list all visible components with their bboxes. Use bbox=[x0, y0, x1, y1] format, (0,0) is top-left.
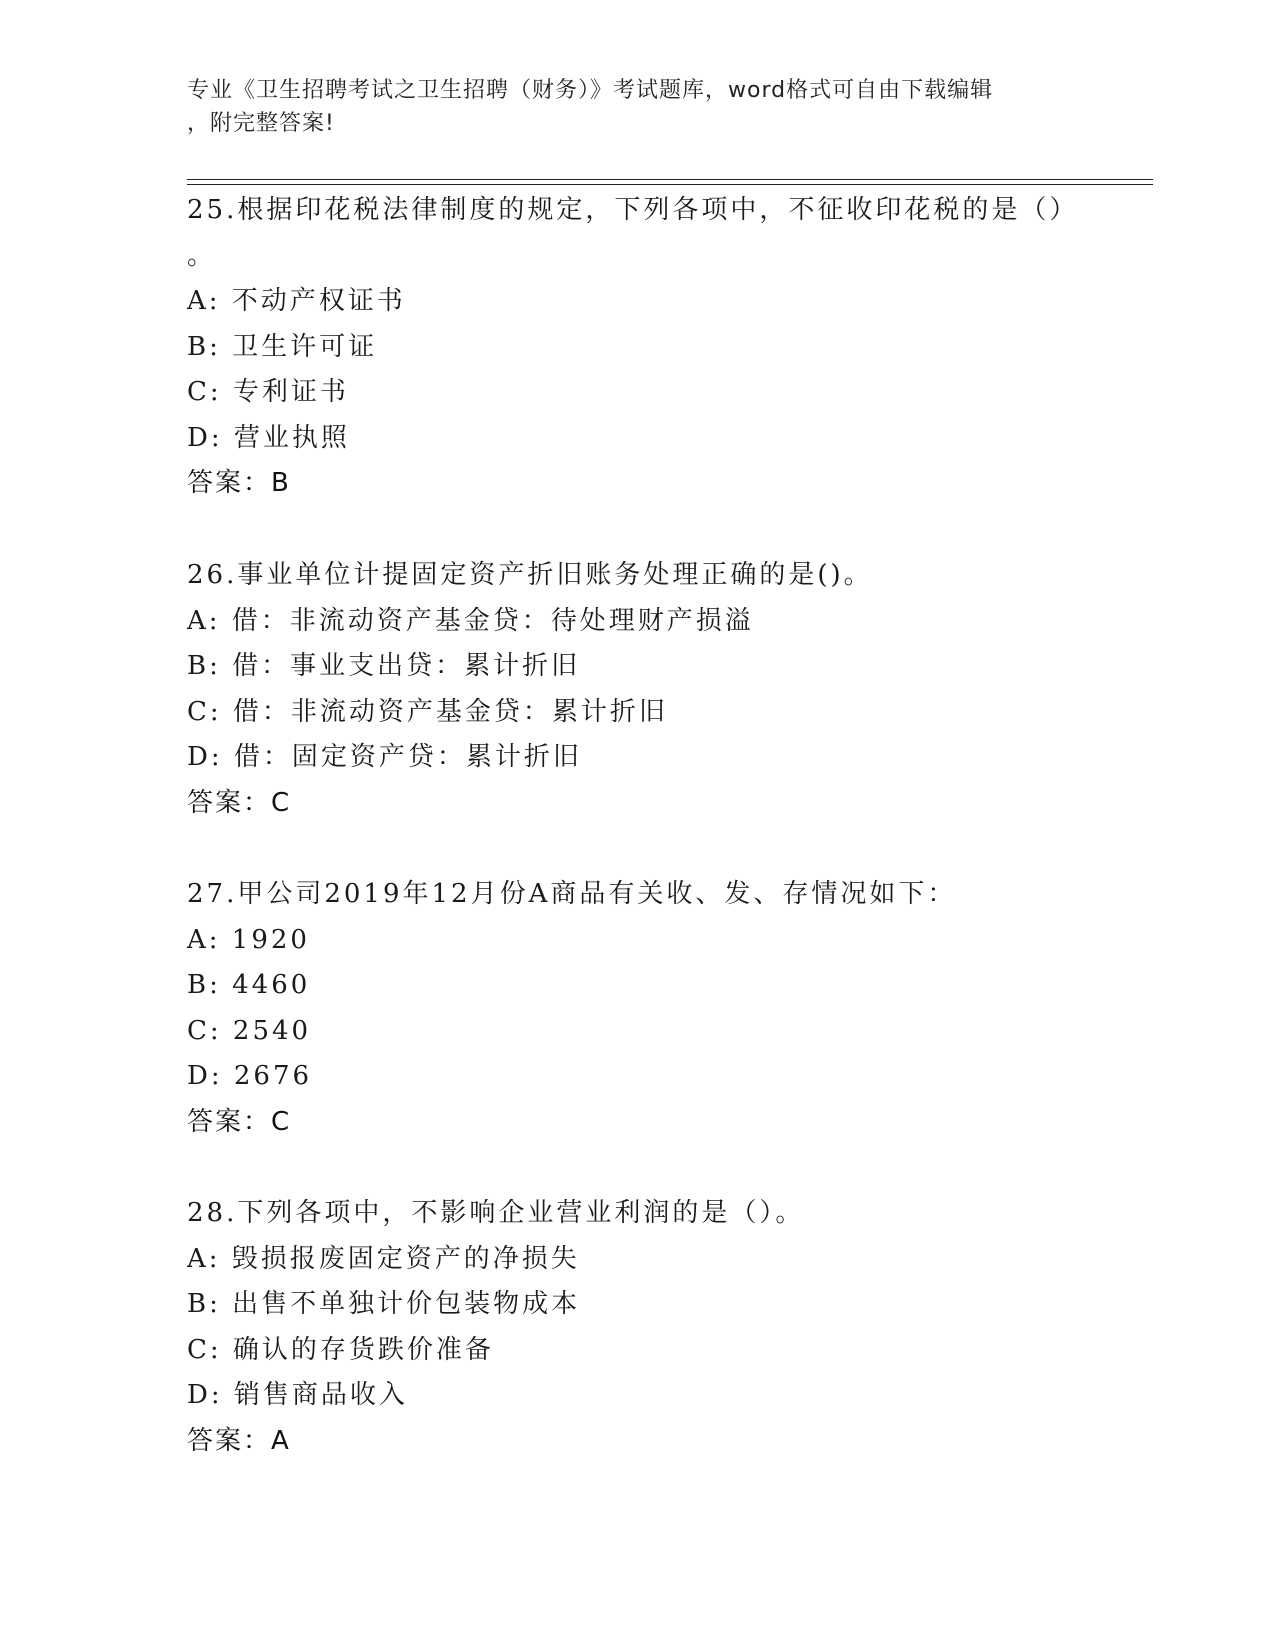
option-d: D: 借：固定资产贷：累计折旧 bbox=[187, 742, 582, 772]
header-divider-top bbox=[187, 179, 1153, 180]
option-c: C: 确认的存货跌价准备 bbox=[187, 1334, 494, 1365]
option-b: B: 出售不单独计价包装物成本 bbox=[187, 1289, 581, 1319]
option-b: B: 卫生许可证 bbox=[187, 331, 378, 362]
document-header bbox=[187, 74, 1067, 140]
question-stem: 27.甲公司2019年12月份A商品有关收、发、存情况如下： bbox=[187, 879, 957, 909]
answer: 答案：B bbox=[187, 468, 291, 498]
question-stem: 28.下列各项中，不影响企业营业利润的是（）。 bbox=[187, 1198, 805, 1228]
option-a: A: 不动产权证书 bbox=[187, 286, 406, 316]
option-a: A: 借：非流动资产基金贷：待处理财产损溢 bbox=[187, 605, 754, 636]
header-divider-bottom bbox=[187, 184, 1153, 185]
option-b: B: 借：事业支出贷：累计折旧 bbox=[187, 651, 581, 681]
header-line-2: ，附完整答案! bbox=[187, 111, 335, 136]
question-stem-continuation: 。 bbox=[187, 240, 217, 271]
option-d: D: 销售商品收入 bbox=[187, 1380, 408, 1410]
option-c: C: 2540 bbox=[187, 1015, 312, 1046]
answer: 答案：C bbox=[187, 787, 292, 818]
option-d: D: 营业执照 bbox=[187, 422, 350, 453]
question-stem: 25.根据印花税法律制度的规定，下列各项中，不征收印花税的是（） bbox=[187, 195, 1079, 225]
option-c: C: 借：非流动资产基金贷：累计折旧 bbox=[187, 696, 668, 727]
option-d: D: 2676 bbox=[187, 1061, 313, 1091]
question-26 bbox=[187, 553, 1087, 826]
option-a: A: 1920 bbox=[187, 924, 310, 955]
option-a: A: 毁损报废固定资产的净损失 bbox=[187, 1243, 580, 1274]
question-stem: 26.事业单位计提固定资产折旧账务处理正确的是()。 bbox=[187, 560, 873, 590]
option-c: C: 专利证书 bbox=[187, 377, 349, 407]
question-25 bbox=[187, 188, 1087, 507]
question-28 bbox=[187, 1191, 1087, 1464]
answer: 答案：C bbox=[187, 1106, 292, 1137]
option-b: B: 4460 bbox=[187, 970, 311, 1000]
question-27 bbox=[187, 872, 1087, 1145]
header-line-1: 专业《卫生招聘考试之卫生招聘（财务）》考试题库，word格式可自由下载编辑 bbox=[187, 78, 994, 103]
answer: 答案：A bbox=[187, 1425, 291, 1456]
